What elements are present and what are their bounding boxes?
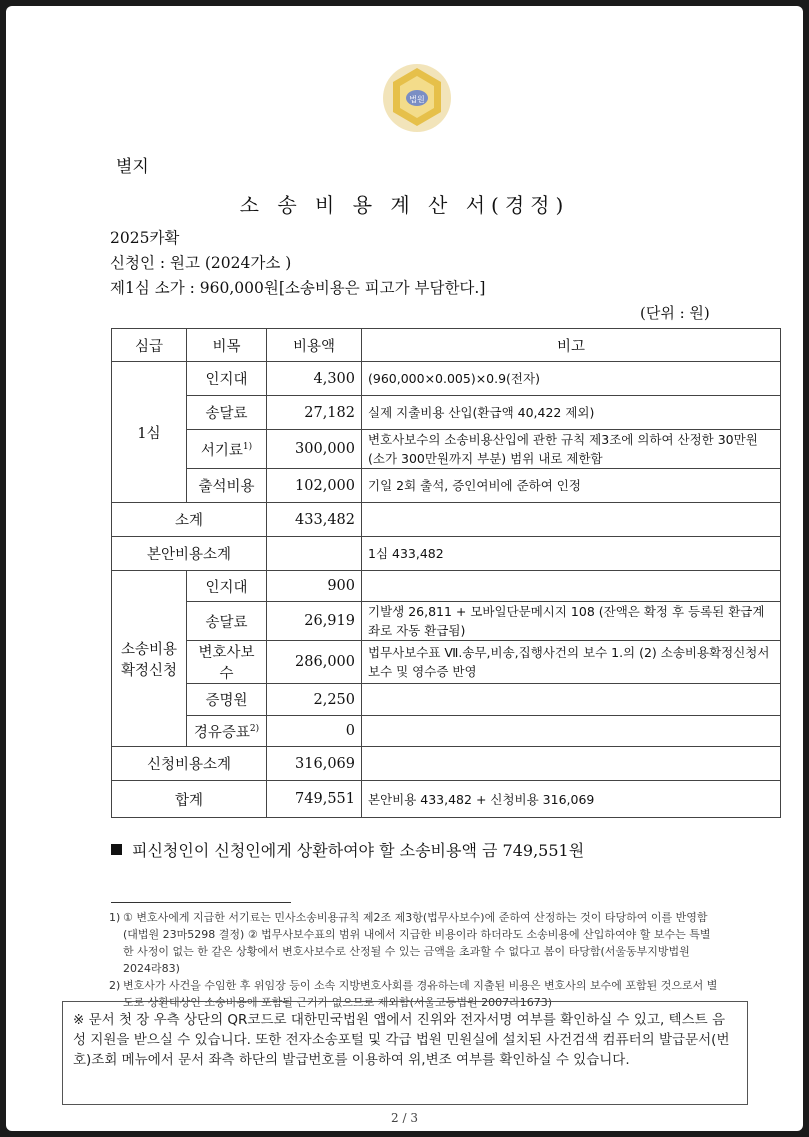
total-amount: 749,551 xyxy=(267,781,362,818)
page-number: 2 / 3 xyxy=(391,1111,418,1125)
total-label: 합계 xyxy=(112,781,267,818)
footnote-divider xyxy=(111,902,291,903)
main-subtotal-label: 본안비용소계 xyxy=(112,537,267,571)
confirm-subtotal-label: 신청비용소계 xyxy=(112,747,267,781)
note-cell: (960,000×0.005)×0.9(전자) xyxy=(362,362,781,396)
item-cell: 인지대 xyxy=(187,362,267,396)
confirm-subtotal-amount: 316,069 xyxy=(267,747,362,781)
document-title: 소 송 비 용 계 산 서(경정) xyxy=(239,193,570,217)
amount-cell: 2,250 xyxy=(267,684,362,716)
amount-cell: 900 xyxy=(267,571,362,602)
footnotes xyxy=(109,909,719,1011)
footnote-number: 1) xyxy=(109,911,121,924)
item-cell: 증명원 xyxy=(187,684,267,716)
table-row xyxy=(112,571,781,602)
note-cell: 실제 지출비용 산입(환급액 40,422 제외) xyxy=(362,396,781,430)
header-amount: 비용액 xyxy=(267,329,362,362)
table-header-row xyxy=(112,329,781,362)
total-note: 본안비용 433,482 + 신청비용 316,069 xyxy=(362,781,781,818)
footnote-text: 변호사가 사건을 수임한 후 위임장 등이 소속 지방변호사회를 경유하는데 지출된 비용은 변호사의 보수에 포함된 것으로서 별도로 상환대상인 소송비용에 포함될 근거가 없으므로 제외함(서울고등법원 2007라1673) xyxy=(123,979,718,1009)
item-cell: 송달료 xyxy=(187,602,267,641)
amount-cell: 0 xyxy=(267,716,362,747)
confirm-subtotal-note xyxy=(362,747,781,781)
table-row xyxy=(112,430,781,469)
verification-notice: ※ 문서 첫 장 우측 상단의 QR코드로 대한민국법원 앱에서 진위와 전자서명 여부를 확인하실 수 있고, 텍스트 음성 지원을 받으실 수 있습니다. 또한 전자소송포털 및 각급 법원 민원실에 설치된 사건검색 컴퓨터의 발급문서(번호)조회 메뉴에서 문서 좌측 하단의 발급번호를 이용하여 위,변조 여부를 확인하실 수 있습니다. xyxy=(62,1001,748,1105)
item-cell: 인지대 xyxy=(187,571,267,602)
table-row xyxy=(112,362,781,396)
amount-cell: 300,000 xyxy=(267,430,362,469)
footnote-number: 2) xyxy=(109,979,121,992)
amount-cell: 27,182 xyxy=(267,396,362,430)
attachment-label: 별지 xyxy=(116,157,149,177)
table-row xyxy=(112,641,781,684)
footnote-text: ① 변호사에게 지급한 서기료는 민사소송비용규칙 제2조 제3항(법무사보수)에 준하여 산정하는 것이 타당하여 이를 반영함(대법원 23마5298 결정) ② 법무사보수표의 범위 내에서 지급한 비용이라 하더라도 소송비용에 산입하여야 할 보수는 특별한 사정이 없는 한 같은 상황에서 변호사보수로 산정될 수 있는 금액을 초과할 수 없다고 봄이 타당함(서울동부지방법원 2024라83) xyxy=(123,911,711,975)
note-cell: 변호사보수의 소송비용산입에 관한 규칙 제3조에 의하여 산정한 30만원(소가 300만원까지 부분) 범위 내로 제한함 xyxy=(362,430,781,469)
total-row xyxy=(112,781,781,818)
item-label: 경유증표 xyxy=(193,724,250,741)
amount-cell: 286,000 xyxy=(267,641,362,684)
item-cell xyxy=(187,430,267,469)
item-cell: 송달료 xyxy=(187,396,267,430)
seal-text: 법원 xyxy=(409,95,425,104)
first-instance-cell: 1심 xyxy=(112,362,187,503)
table-row xyxy=(112,684,781,716)
summary-text: 피신청인이 신청인에게 상환하여야 할 소송비용액 금 749,551원 xyxy=(132,841,585,860)
header-instance: 심급 xyxy=(112,329,187,362)
main-subtotal-note: 1심 433,482 xyxy=(362,537,781,571)
case-number: 2025카확 xyxy=(110,229,180,247)
note-cell xyxy=(362,716,781,747)
subtotal-note xyxy=(362,503,781,537)
item-cell xyxy=(187,716,267,747)
table-row xyxy=(112,716,781,747)
note-cell: 기일 2회 출석, 증인여비에 준하여 인정 xyxy=(362,469,781,503)
amount-cell: 102,000 xyxy=(267,469,362,503)
square-bullet-icon xyxy=(111,844,122,855)
header-note: 비고 xyxy=(362,329,781,362)
subtotal-amount: 433,482 xyxy=(267,503,362,537)
main-subtotal-amount xyxy=(267,537,362,571)
court-seal-icon xyxy=(379,60,455,136)
table-row xyxy=(112,469,781,503)
subtotal-label: 소계 xyxy=(112,503,267,537)
amount-cell: 4,300 xyxy=(267,362,362,396)
note-cell xyxy=(362,571,781,602)
cost-table xyxy=(111,328,781,818)
note-cell: 기발생 26,811 + 모바일단문메시지 108 (잔액은 확정 후 등록된 환급계좌로 자동 환급됨) xyxy=(362,602,781,641)
confirm-section-cell: 소송비용 확정신청 xyxy=(112,571,187,747)
footnote-ref: 1) xyxy=(242,441,253,452)
footnote-1 xyxy=(109,909,719,977)
subtotal-row xyxy=(112,503,781,537)
note-cell xyxy=(362,684,781,716)
footnote-ref: 2) xyxy=(249,723,260,734)
main-subtotal-row xyxy=(112,537,781,571)
first-instance-line: 제1심 소가 : 960,000원[소송비용은 피고가 부담한다.] xyxy=(110,279,486,297)
note-cell: 법무사보수표 Ⅶ.송무,비송,집행사건의 보수 1.의 (2) 소송비용확정신청서 보수 및 영수증 반영 xyxy=(362,641,781,684)
document-page xyxy=(6,6,803,1131)
table-row xyxy=(112,396,781,430)
header-item: 비목 xyxy=(187,329,267,362)
item-label: 서기료 xyxy=(200,442,243,459)
amount-cell: 26,919 xyxy=(267,602,362,641)
unit-label: (단위 : 원) xyxy=(640,304,710,322)
item-cell: 출석비용 xyxy=(187,469,267,503)
applicant-line: 신청인 : 원고 (2024가소 ) xyxy=(110,254,292,272)
confirm-subtotal-row xyxy=(112,747,781,781)
table-row xyxy=(112,602,781,641)
summary-line xyxy=(111,838,584,861)
item-cell: 변호사보수 xyxy=(187,641,267,684)
